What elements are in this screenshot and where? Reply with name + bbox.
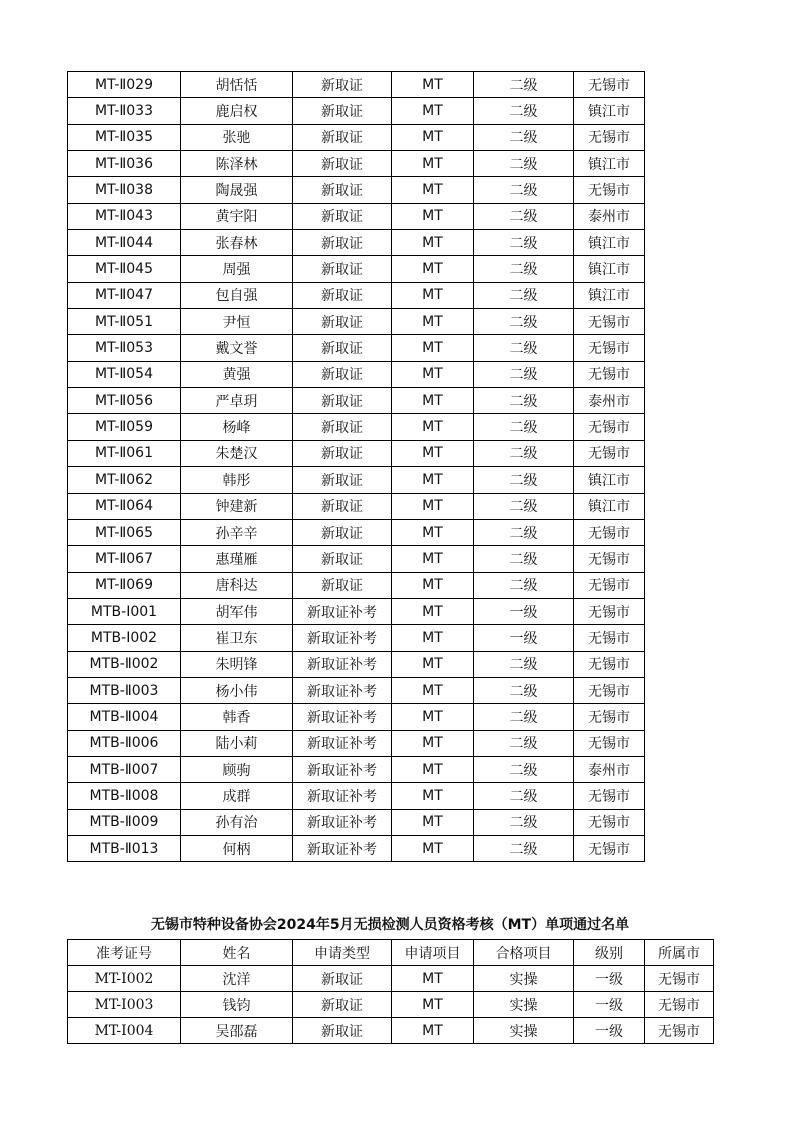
- cell-exam-number: MT-Ⅱ053: [68, 335, 181, 361]
- cell-application-item: MT: [392, 493, 474, 519]
- cell-exam-number: MT-Ⅱ029: [68, 72, 181, 98]
- cell-exam-number: MT-Ⅱ038: [68, 177, 181, 203]
- cell-level: 二级: [474, 230, 574, 256]
- cell-application-item: MT: [392, 98, 474, 124]
- cell-application-type: 新取证补考: [293, 677, 392, 703]
- table-row: [68, 625, 645, 651]
- cell-application-type: 新取证: [293, 440, 392, 466]
- table-row: [68, 256, 645, 282]
- cell-exam-number: MT-Ⅱ062: [68, 467, 181, 493]
- table-row: [68, 966, 714, 992]
- cell-exam-number: MT-Ⅱ036: [68, 151, 181, 177]
- cell-level: 二级: [474, 177, 574, 203]
- cell-application-type: 新取证: [293, 519, 392, 545]
- cell-name: 张春林: [181, 230, 293, 256]
- cell-exam-number: MT-Ⅱ059: [68, 414, 181, 440]
- cell-level: 二级: [474, 651, 574, 677]
- cell-name: 胡恬恬: [181, 72, 293, 98]
- cell-exam-number: MT-Ⅱ043: [68, 203, 181, 229]
- cell-application-type: 新取证补考: [293, 704, 392, 730]
- table-row: [68, 992, 714, 1018]
- table-header-row: [68, 940, 714, 966]
- cell-name: 何柄: [181, 835, 293, 861]
- cell-city: 无锡市: [574, 625, 645, 651]
- cell-name: 钱钧: [181, 992, 293, 1018]
- table-row: [68, 598, 645, 624]
- cell-passed-item: 实操: [474, 966, 574, 992]
- cell-application-type: 新取证: [293, 72, 392, 98]
- cell-level: 二级: [474, 809, 574, 835]
- table-row: [68, 809, 645, 835]
- table-row: [68, 572, 645, 598]
- cell-name: 陶晟强: [181, 177, 293, 203]
- cell-city: 无锡市: [574, 835, 645, 861]
- cell-application-type: 新取证: [293, 98, 392, 124]
- table-row: [68, 151, 645, 177]
- cell-level: 二级: [474, 256, 574, 282]
- cell-city: 镇江市: [574, 256, 645, 282]
- table-row: [68, 651, 645, 677]
- table-row: [68, 309, 645, 335]
- cell-level: 二级: [474, 98, 574, 124]
- cell-application-item: MT: [392, 546, 474, 572]
- cell-application-type: 新取证补考: [293, 809, 392, 835]
- cell-name: 黄宇阳: [181, 203, 293, 229]
- cell-application-type: 新取证补考: [293, 625, 392, 651]
- table-row: [68, 835, 645, 861]
- cell-application-item: MT: [392, 572, 474, 598]
- single-item-pass-list-title: 无锡市特种设备协会2024年5月无损检测人员资格考核（MT）单项通过名单: [150, 917, 630, 933]
- header-application-type: 申请类型: [293, 940, 392, 966]
- cell-level: 二级: [474, 440, 574, 466]
- cell-name: 朱楚汉: [181, 440, 293, 466]
- cell-application-item: MT: [392, 335, 474, 361]
- cell-name: 孙辛辛: [181, 519, 293, 545]
- cell-exam-number: MT-Ⅰ004: [68, 1018, 181, 1044]
- cell-level: 二级: [474, 783, 574, 809]
- cell-application-type: 新取证补考: [293, 651, 392, 677]
- cell-application-item: MT: [392, 651, 474, 677]
- cell-application-item: MT: [392, 1018, 474, 1044]
- cell-city: 泰州市: [574, 388, 645, 414]
- cell-exam-number: MT-Ⅱ056: [68, 388, 181, 414]
- cell-exam-number: MT-Ⅱ035: [68, 124, 181, 150]
- cell-application-type: 新取证: [293, 124, 392, 150]
- table-row: [68, 1018, 714, 1044]
- cell-application-item: MT: [392, 730, 474, 756]
- cell-name: 吴邵磊: [181, 1018, 293, 1044]
- cell-application-item: MT: [392, 467, 474, 493]
- header-exam-number: 准考证号: [68, 940, 181, 966]
- cell-application-type: 新取证: [293, 572, 392, 598]
- cell-city: 无锡市: [574, 730, 645, 756]
- cell-application-type: 新取证: [293, 992, 392, 1018]
- table-row: [68, 546, 645, 572]
- cell-level: 二级: [474, 282, 574, 308]
- cell-exam-number: MTB-Ⅱ009: [68, 809, 181, 835]
- cell-name: 陈泽林: [181, 151, 293, 177]
- cell-level: 一级: [574, 992, 645, 1018]
- cell-application-item: MT: [392, 966, 474, 992]
- cell-application-item: MT: [392, 177, 474, 203]
- cell-application-type: 新取证补考: [293, 598, 392, 624]
- cell-application-type: 新取证: [293, 151, 392, 177]
- cell-level: 二级: [474, 730, 574, 756]
- table-row: [68, 467, 645, 493]
- cell-exam-number: MT-Ⅱ064: [68, 493, 181, 519]
- cell-level: 一级: [474, 625, 574, 651]
- cell-application-type: 新取证: [293, 493, 392, 519]
- cell-application-item: MT: [392, 783, 474, 809]
- cell-level: 二级: [474, 309, 574, 335]
- cell-city: 无锡市: [574, 598, 645, 624]
- cell-application-item: MT: [392, 756, 474, 782]
- cell-application-item: MT: [392, 309, 474, 335]
- cell-application-item: MT: [392, 440, 474, 466]
- cell-city: 无锡市: [574, 572, 645, 598]
- cell-exam-number: MT-Ⅱ061: [68, 440, 181, 466]
- cell-level: 一级: [574, 966, 645, 992]
- table-row: [68, 361, 645, 387]
- cell-city: 镇江市: [574, 467, 645, 493]
- cell-city: 无锡市: [645, 966, 714, 992]
- cell-application-item: MT: [392, 677, 474, 703]
- cell-level: 一级: [474, 598, 574, 624]
- cell-application-type: 新取证: [293, 177, 392, 203]
- cell-application-type: 新取证补考: [293, 783, 392, 809]
- cell-city: 无锡市: [574, 519, 645, 545]
- cell-name: 沈洋: [181, 966, 293, 992]
- cell-level: 二级: [474, 388, 574, 414]
- cell-application-item: MT: [392, 835, 474, 861]
- cell-level: 二级: [474, 704, 574, 730]
- cell-name: 成群: [181, 783, 293, 809]
- cell-name: 钟建新: [181, 493, 293, 519]
- cell-city: 镇江市: [574, 282, 645, 308]
- cell-level: 二级: [474, 151, 574, 177]
- table-row: [68, 783, 645, 809]
- cell-application-item: MT: [392, 282, 474, 308]
- cell-exam-number: MTB-Ⅱ008: [68, 783, 181, 809]
- cell-city: 无锡市: [574, 677, 645, 703]
- header-city: 所属市: [645, 940, 714, 966]
- cell-application-type: 新取证补考: [293, 756, 392, 782]
- cell-name: 顾驹: [181, 756, 293, 782]
- cell-city: 无锡市: [574, 72, 645, 98]
- cell-name: 黄强: [181, 361, 293, 387]
- cell-exam-number: MTB-Ⅱ004: [68, 704, 181, 730]
- table-row: [68, 493, 645, 519]
- cell-name: 陆小莉: [181, 730, 293, 756]
- cell-level: 二级: [474, 572, 574, 598]
- table-row: [68, 124, 645, 150]
- pass-list-table-body: [68, 72, 645, 862]
- cell-name: 惠瑾雁: [181, 546, 293, 572]
- cell-exam-number: MT-Ⅰ003: [68, 992, 181, 1018]
- cell-application-item: MT: [392, 361, 474, 387]
- cell-exam-number: MT-Ⅱ051: [68, 309, 181, 335]
- cell-exam-number: MTB-Ⅰ002: [68, 625, 181, 651]
- cell-exam-number: MT-Ⅱ045: [68, 256, 181, 282]
- cell-city: 泰州市: [574, 203, 645, 229]
- table-row: [68, 282, 645, 308]
- cell-city: 镇江市: [574, 493, 645, 519]
- cell-city: 无锡市: [574, 546, 645, 572]
- cell-name: 尹恒: [181, 309, 293, 335]
- cell-name: 戴文誉: [181, 335, 293, 361]
- cell-application-type: 新取证: [293, 309, 392, 335]
- cell-city: 无锡市: [574, 361, 645, 387]
- cell-exam-number: MTB-Ⅱ013: [68, 835, 181, 861]
- cell-application-type: 新取证: [293, 282, 392, 308]
- table-row: [68, 388, 645, 414]
- cell-exam-number: MT-Ⅱ047: [68, 282, 181, 308]
- cell-name: 包自强: [181, 282, 293, 308]
- cell-city: 无锡市: [574, 783, 645, 809]
- table-row: [68, 72, 645, 98]
- cell-name: 孙有治: [181, 809, 293, 835]
- cell-exam-number: MT-Ⅱ069: [68, 572, 181, 598]
- pass-list-table: [67, 71, 645, 862]
- table-row: [68, 730, 645, 756]
- cell-level: 二级: [474, 414, 574, 440]
- cell-exam-number: MT-Ⅱ065: [68, 519, 181, 545]
- cell-name: 杨峰: [181, 414, 293, 440]
- cell-application-item: MT: [392, 598, 474, 624]
- table-row: [68, 98, 645, 124]
- cell-name: 唐科达: [181, 572, 293, 598]
- cell-application-type: 新取证: [293, 414, 392, 440]
- cell-level: 二级: [474, 546, 574, 572]
- cell-application-type: 新取证: [293, 1018, 392, 1044]
- cell-name: 周强: [181, 256, 293, 282]
- cell-city: 无锡市: [574, 651, 645, 677]
- cell-application-item: MT: [392, 230, 474, 256]
- cell-application-item: MT: [392, 151, 474, 177]
- cell-level: 二级: [474, 467, 574, 493]
- table-row: [68, 440, 645, 466]
- cell-city: 无锡市: [574, 124, 645, 150]
- cell-exam-number: MT-Ⅱ067: [68, 546, 181, 572]
- cell-passed-item: 实操: [474, 992, 574, 1018]
- cell-city: 镇江市: [574, 151, 645, 177]
- table-row: [68, 519, 645, 545]
- cell-city: 无锡市: [574, 414, 645, 440]
- single-item-pass-table: [67, 939, 714, 1044]
- cell-application-type: 新取证: [293, 256, 392, 282]
- cell-exam-number: MT-Ⅱ044: [68, 230, 181, 256]
- cell-city: 无锡市: [574, 177, 645, 203]
- cell-name: 杨小伟: [181, 677, 293, 703]
- cell-level: 二级: [474, 72, 574, 98]
- cell-name: 张驰: [181, 124, 293, 150]
- table-row: [68, 177, 645, 203]
- cell-application-type: 新取证: [293, 361, 392, 387]
- table-row: [68, 704, 645, 730]
- cell-level: 二级: [474, 203, 574, 229]
- table-row: [68, 414, 645, 440]
- cell-application-item: MT: [392, 388, 474, 414]
- cell-level: 二级: [474, 835, 574, 861]
- cell-level: 二级: [474, 335, 574, 361]
- cell-application-type: 新取证补考: [293, 835, 392, 861]
- cell-application-type: 新取证补考: [293, 730, 392, 756]
- table-row: [68, 756, 645, 782]
- cell-exam-number: MTB-Ⅱ007: [68, 756, 181, 782]
- cell-application-item: MT: [392, 992, 474, 1018]
- cell-level: 二级: [474, 124, 574, 150]
- cell-application-item: MT: [392, 809, 474, 835]
- cell-application-item: MT: [392, 203, 474, 229]
- cell-city: 无锡市: [574, 704, 645, 730]
- cell-application-type: 新取证: [293, 203, 392, 229]
- cell-exam-number: MT-Ⅱ033: [68, 98, 181, 124]
- table-row: [68, 335, 645, 361]
- table-row: [68, 677, 645, 703]
- cell-application-item: MT: [392, 256, 474, 282]
- cell-application-type: 新取证: [293, 388, 392, 414]
- cell-application-type: 新取证: [293, 230, 392, 256]
- table-row: [68, 203, 645, 229]
- cell-city: 镇江市: [574, 98, 645, 124]
- header-application-item: 申请项目: [392, 940, 474, 966]
- cell-application-type: 新取证: [293, 546, 392, 572]
- cell-application-item: MT: [392, 124, 474, 150]
- cell-name: 鹿启权: [181, 98, 293, 124]
- cell-city: 无锡市: [574, 309, 645, 335]
- cell-level: 二级: [474, 361, 574, 387]
- cell-city: 无锡市: [645, 1018, 714, 1044]
- single-item-pass-table-body: [68, 966, 714, 1044]
- cell-city: 无锡市: [645, 992, 714, 1018]
- cell-exam-number: MTB-Ⅱ006: [68, 730, 181, 756]
- cell-name: 崔卫东: [181, 625, 293, 651]
- cell-name: 韩彤: [181, 467, 293, 493]
- cell-application-type: 新取证: [293, 966, 392, 992]
- cell-exam-number: MT-Ⅰ002: [68, 966, 181, 992]
- cell-city: 镇江市: [574, 230, 645, 256]
- cell-city: 无锡市: [574, 335, 645, 361]
- cell-application-item: MT: [392, 625, 474, 651]
- cell-application-type: 新取证: [293, 467, 392, 493]
- header-name: 姓名: [181, 940, 293, 966]
- cell-level: 一级: [574, 1018, 645, 1044]
- cell-application-item: MT: [392, 704, 474, 730]
- cell-name: 韩香: [181, 704, 293, 730]
- cell-application-item: MT: [392, 414, 474, 440]
- cell-passed-item: 实操: [474, 1018, 574, 1044]
- header-level: 级别: [574, 940, 645, 966]
- cell-exam-number: MTB-Ⅱ002: [68, 651, 181, 677]
- cell-name: 朱明锋: [181, 651, 293, 677]
- cell-level: 二级: [474, 493, 574, 519]
- cell-application-type: 新取证: [293, 335, 392, 361]
- cell-level: 二级: [474, 677, 574, 703]
- cell-exam-number: MTB-Ⅱ003: [68, 677, 181, 703]
- cell-city: 无锡市: [574, 809, 645, 835]
- cell-exam-number: MTB-Ⅰ001: [68, 598, 181, 624]
- cell-exam-number: MT-Ⅱ054: [68, 361, 181, 387]
- table-row: [68, 230, 645, 256]
- cell-city: 泰州市: [574, 756, 645, 782]
- cell-city: 无锡市: [574, 440, 645, 466]
- cell-level: 二级: [474, 519, 574, 545]
- cell-application-item: MT: [392, 72, 474, 98]
- cell-name: 胡军伟: [181, 598, 293, 624]
- cell-application-item: MT: [392, 519, 474, 545]
- cell-name: 严卓玥: [181, 388, 293, 414]
- header-passed-item: 合格项目: [474, 940, 574, 966]
- cell-level: 二级: [474, 756, 574, 782]
